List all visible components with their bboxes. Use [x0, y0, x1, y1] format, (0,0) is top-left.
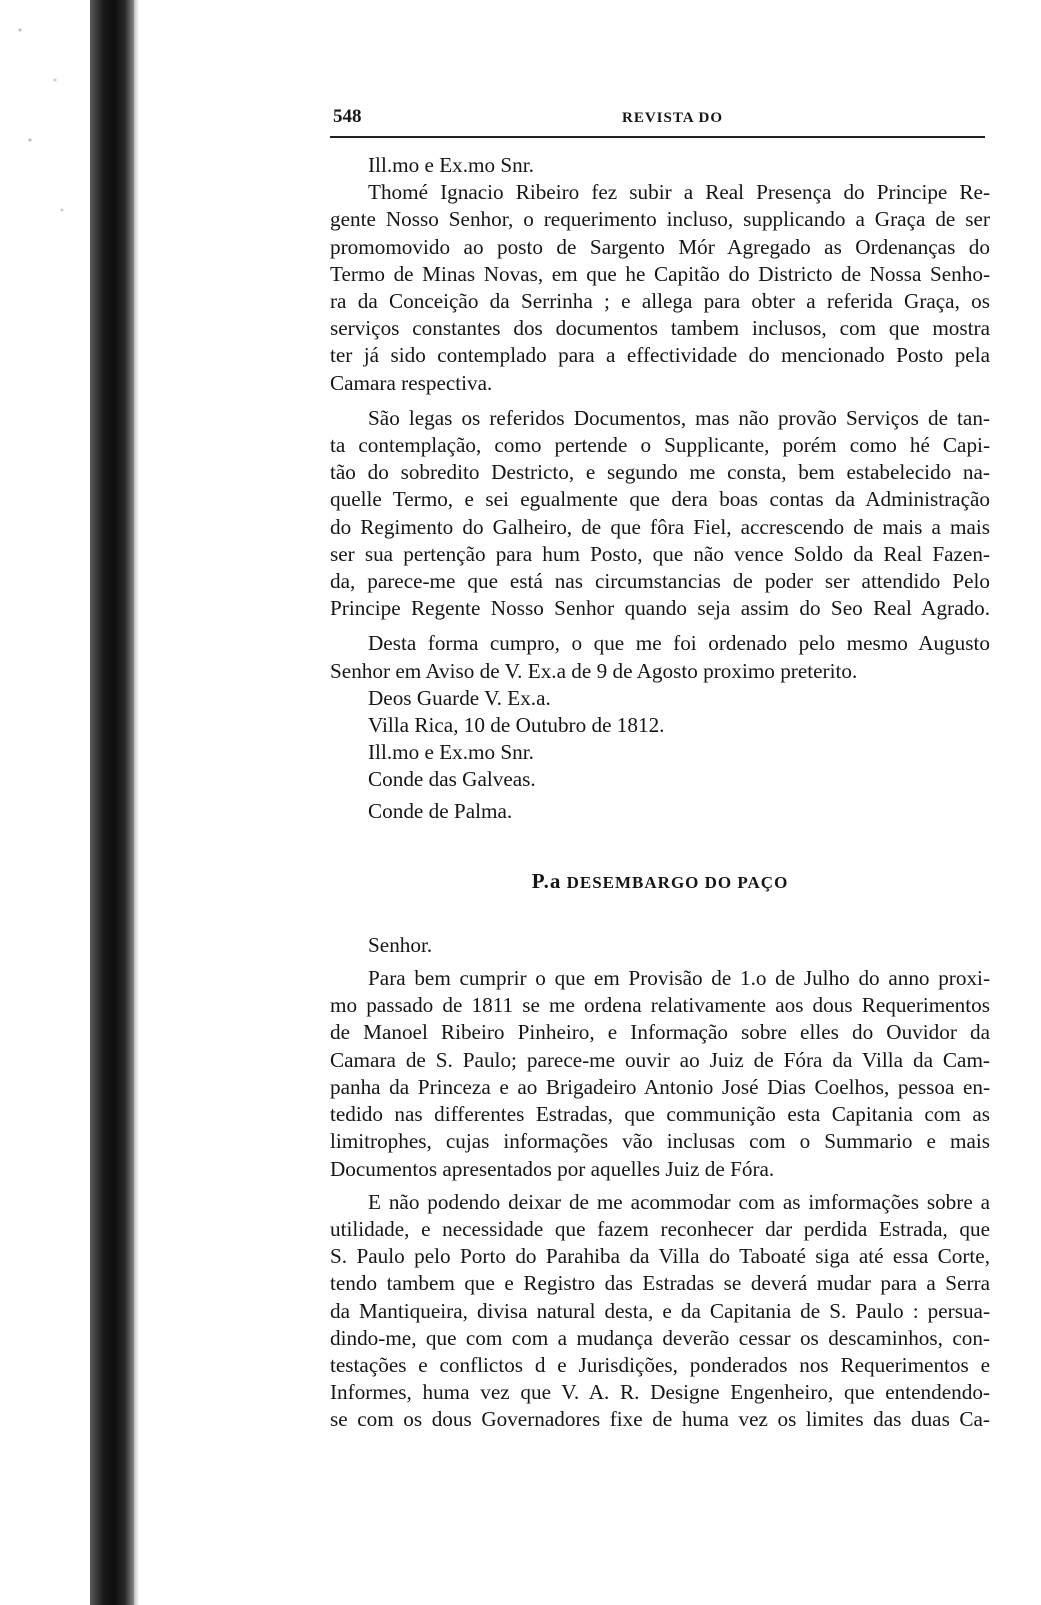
text-line: de Manoel Ribeiro Pinheiro, e Informação sobre elles do Ouvidor da: [330, 1020, 990, 1045]
text-line: ser sua pertenção para hum Posto, que não vence Soldo da Real Fazen-: [330, 541, 990, 566]
text-line: gente Nosso Senhor, o requerimento incluso, supplicando a Graça de ser: [330, 207, 990, 232]
header-rule: [330, 136, 985, 138]
letter-2-paragraph-1: [330, 965, 990, 1183]
text-line: tão do sobredito Destricto, e segundo me consta, bem estabelecido na-: [330, 460, 990, 485]
text-line: testações e conflictos d e Jurisdições, ponderados nos Requerimentos e: [330, 1352, 990, 1377]
text-line: utilidade, e necessidade que fazem reconhecer dar perdida Estrada, que: [330, 1216, 990, 1241]
text-line: tendo tambem que e Registro das Estradas se deverá mudar para a Serra: [330, 1271, 990, 1296]
text-line: ter já sido contemplado para a effectividade do mencionado Posto pela: [330, 343, 990, 368]
page-content: [330, 100, 990, 1434]
text-line: mo passado de 1811 se me ordena relativamente aos dous Requerimentos: [330, 993, 990, 1018]
text-line: Principe Regente Nosso Senhor quando seja assim do Seo Real Agrado.: [330, 596, 990, 621]
text-line: da Mantiqueira, divisa natural desta, e da Capitania de S. Paulo : persua-: [330, 1298, 990, 1323]
text-line: Camara de S. Paulo; parece-me ouvir ao Juiz de Fóra da Villa da Cam-: [330, 1047, 990, 1072]
signature-line: Conde de Palma.: [368, 798, 513, 823]
text-line: Informes, huma vez que V. A. R. Designe Engenheiro, que entendendo-: [330, 1380, 990, 1405]
letter-2: [330, 932, 990, 1434]
text-line: panha da Princeza e ao Brigadeiro Antonio José Dias Coelhos, pessoa en-: [330, 1074, 990, 1099]
letter-1-paragraph-2: [330, 405, 990, 623]
page-number: 548: [333, 106, 362, 127]
section-title-prefix: P.a: [531, 868, 562, 893]
text-line: Termo de Minas Novas, em que he Capitão do Districto de Nossa Senho-: [330, 261, 990, 286]
text-line: São legas os referidos Documentos, mas não provão Serviços de tan-: [368, 405, 990, 430]
letter-2-paragraph-2: [330, 1189, 990, 1434]
text-line: Documentos apresentados por aquelles Juiz de Fóra.: [330, 1156, 775, 1181]
text-line: do Regimento do Galheiro, de que fôra Fiel, accrescendo de mais a mais: [330, 514, 990, 539]
text-line: tedido nas differentes Estradas, que communição esta Capitania com as: [330, 1102, 990, 1127]
text-line: da, parece-me que está nas circumstancias de poder ser attendido Pelo: [330, 569, 990, 594]
text-line: ra da Conceição da Serrinha ; e allega para obter a referida Graça, os: [330, 289, 990, 314]
text-line: promomovido ao posto de Sargento Mór Agregado as Ordenanças do: [330, 234, 990, 259]
letter-1: [330, 152, 990, 825]
book-spine-edge: [134, 0, 139, 1605]
text-line: Thomé Ignacio Ribeiro fez subir a Real Presença do Principe Re-: [368, 180, 990, 205]
letter-2-salutation: Senhor.: [368, 932, 433, 957]
closing-line: Villa Rica, 10 de Outubro de 1812.: [368, 713, 665, 738]
page-header: [330, 100, 990, 128]
book-spine-shadow: [90, 0, 134, 1605]
text-line: S. Paulo pelo Porto do Parahiba da Villa do Taboaté siga até essa Corte,: [330, 1244, 990, 1269]
letter-1-salutation: Ill.mo e Ex.mo Snr.: [368, 153, 534, 177]
text-line: ta contemplação, como pertende o Supplicante, porém como hé Capi-: [330, 433, 990, 458]
text-line: E não podendo deixar de me acommodar com as imformações sobre a: [368, 1189, 990, 1214]
letter-1-closing: [330, 685, 990, 825]
section-title-text: DESEMBARGO DO PAÇO: [566, 872, 789, 892]
running-head: REVISTA DO: [622, 110, 723, 126]
letter-1-paragraph-1: [330, 179, 990, 397]
letter-1-paragraph-3: [330, 630, 990, 684]
text-line: quelle Termo, e sei egualmente que dera boas contas da Administração: [330, 487, 990, 512]
text-line: Camara respectiva.: [330, 370, 493, 395]
page-margin-specks: [0, 0, 88, 1605]
signature-line: Conde das Galveas.: [368, 767, 536, 792]
text-line: Senhor em Aviso de V. Ex.a de 9 de Agosto proximo preterito.: [330, 658, 858, 683]
text-line: limitrophes, cujas informações vão inclusas com o Summario e mais: [330, 1129, 990, 1154]
closing-line: Ill.mo e Ex.mo Snr.: [368, 740, 534, 765]
text-line: serviços constantes dos documentos tambem inclusos, com que mostra: [330, 316, 990, 341]
section-title: [330, 869, 990, 894]
text-line: Para bem cumprir o que em Provisão de 1.o de Julho do anno proxi-: [368, 966, 990, 991]
text-line: Desta forma cumpro, o que me foi ordenado pelo mesmo Augusto: [368, 631, 990, 656]
text-line: dindo-me, que com com a mudança deverão cessar os descaminhos, con-: [330, 1325, 990, 1350]
closing-line: Deos Guarde V. Ex.a.: [368, 685, 551, 710]
text-line: se com os dous Governadores fixe de huma vez os limites das duas Ca-: [330, 1407, 990, 1432]
